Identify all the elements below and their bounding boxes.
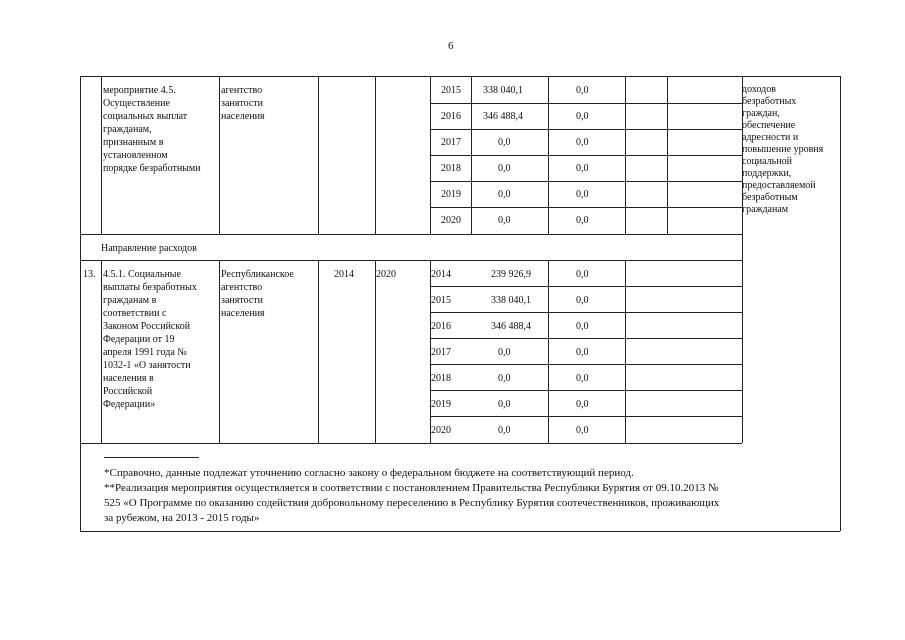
table-rule — [430, 155, 742, 156]
table-rule — [219, 260, 220, 443]
amount-cell: 0,0 — [498, 215, 511, 226]
extra-cell: 0,0 — [576, 111, 589, 122]
measure-line: гражданам в — [103, 295, 157, 306]
extra-cell: 0,0 — [576, 373, 589, 384]
measure-line: 1032-1 «О занятости — [103, 360, 191, 371]
executor-cell — [221, 84, 265, 123]
end-year-cell: 2020 — [376, 269, 396, 280]
table-rule — [430, 207, 742, 208]
extra-cell: 0,0 — [576, 189, 589, 200]
table-rule — [430, 338, 742, 339]
measure-line: Российской — [103, 386, 153, 397]
measure-line: мероприятие 4.5. — [103, 85, 176, 96]
table-rule — [318, 260, 319, 443]
year-cell: 2017 — [431, 347, 451, 358]
measure-line: Законом Российской — [103, 321, 191, 332]
result-line: поддержки, — [742, 168, 792, 179]
result-line: повышение уровня — [742, 144, 824, 155]
amount-cell: 338 040,1 — [491, 295, 531, 306]
table-rule — [80, 76, 840, 77]
measure-line: выплаты безработных — [103, 282, 197, 293]
extra-cell: 0,0 — [576, 215, 589, 226]
result-line: доходов — [742, 84, 776, 95]
executor-line: населения — [221, 308, 265, 319]
table-rule — [742, 234, 743, 260]
year-cell: 2015 — [431, 295, 451, 306]
measure-4-5-1-cell — [103, 268, 197, 411]
footnote-2: **Реализация мероприятия осуществляется в соответствии с постановлением Правительства Республики Бурятия от 09.10.2013 № — [104, 482, 719, 494]
executor-line: занятости — [221, 98, 263, 109]
year-cell: 2020 — [431, 425, 451, 436]
measure-line: населения в — [103, 373, 154, 384]
table-rule — [430, 286, 742, 287]
year-cell: 2019 — [441, 189, 461, 200]
footnote-1: *Справочно, данные подлежат уточнению согласно закону о федеральном бюджете на соответствующий период. — [104, 467, 634, 479]
table-rule — [430, 390, 742, 391]
executor-line: занятости — [221, 295, 263, 306]
result-line: граждан, — [742, 108, 780, 119]
year-cell: 2018 — [441, 163, 461, 174]
direction-label: Направление расходов — [101, 243, 197, 254]
executor-cell — [221, 268, 294, 320]
extra-cell: 0,0 — [576, 425, 589, 436]
executor-line: населения — [221, 111, 265, 122]
year-cell: 2014 — [431, 269, 451, 280]
result-line: социальной — [742, 156, 792, 167]
measure-line: соответствии с — [103, 308, 167, 319]
year-cell: 2017 — [441, 137, 461, 148]
measure-line: установленном — [103, 150, 168, 161]
amount-cell: 239 926,9 — [491, 269, 531, 280]
amount-cell: 0,0 — [498, 425, 511, 436]
table-rule — [430, 364, 742, 365]
amount-cell: 346 488,4 — [491, 321, 531, 332]
table-rule — [101, 260, 102, 443]
amount-cell: 0,0 — [498, 163, 511, 174]
table-rule — [625, 76, 626, 234]
table-rule — [80, 76, 81, 531]
year-cell: 2019 — [431, 399, 451, 410]
footnote-2-end: за рубежом, на 2013 - 2015 годы» — [104, 512, 260, 524]
table-rule — [80, 443, 742, 444]
result-line: безработным — [742, 192, 798, 203]
table-rule — [104, 457, 199, 458]
amount-cell: 0,0 — [498, 137, 511, 148]
extra-cell: 0,0 — [576, 295, 589, 306]
result-line: безработных — [742, 96, 797, 107]
measure-4-5-cell — [103, 84, 201, 175]
amount-cell: 346 488,4 — [483, 111, 523, 122]
extra-cell: 0,0 — [576, 163, 589, 174]
extra-cell: 0,0 — [576, 347, 589, 358]
amount-cell: 0,0 — [498, 189, 511, 200]
table-rule — [430, 103, 742, 104]
amount-cell: 0,0 — [498, 347, 511, 358]
table-rule — [219, 76, 220, 234]
table-rule — [625, 260, 626, 443]
year-cell: 2016 — [431, 321, 451, 332]
footnote-2-cont: 525 «О Программе по оказанию содействия добровольному переселению в Республику Бурятия соотечественников, проживающих — [104, 497, 720, 509]
year-cell: 2018 — [431, 373, 451, 384]
table-rule — [101, 76, 102, 234]
extra-cell: 0,0 — [576, 85, 589, 96]
measure-line: гражданам, — [103, 124, 152, 135]
measure-line: Осуществление — [103, 98, 170, 109]
row-number: 13. — [83, 269, 96, 280]
table-rule — [375, 260, 376, 443]
result-line: адресности и — [742, 132, 799, 143]
table-rule — [430, 416, 742, 417]
table-rule — [548, 260, 549, 443]
executor-line: агентство — [221, 85, 263, 96]
executor-line: Республиканское — [221, 269, 294, 280]
table-rule — [667, 76, 668, 234]
table-rule — [840, 76, 841, 531]
year-cell: 2016 — [441, 111, 461, 122]
table-rule — [430, 76, 431, 234]
table-rule — [430, 312, 742, 313]
table-rule — [430, 129, 742, 130]
table-rule — [742, 260, 743, 443]
page-number: 6 — [448, 40, 454, 52]
year-cell: 2020 — [441, 215, 461, 226]
result-line: гражданам — [742, 204, 789, 215]
measure-line: порядке безработными — [103, 163, 201, 174]
executor-line: агентство — [221, 282, 263, 293]
table-rule — [548, 76, 549, 234]
extra-cell: 0,0 — [576, 399, 589, 410]
table-rule — [430, 181, 742, 182]
result-line: предоставляемой — [742, 180, 816, 191]
year-cell: 2015 — [441, 85, 461, 96]
measure-line: социальных выплат — [103, 111, 188, 122]
amount-cell: 0,0 — [498, 373, 511, 384]
measure-line: признанным в — [103, 137, 164, 148]
table-rule — [80, 260, 742, 261]
extra-cell: 0,0 — [576, 269, 589, 280]
start-year-cell: 2014 — [334, 269, 354, 280]
table-rule — [80, 234, 742, 235]
measure-line: 4.5.1. Социальные — [103, 269, 181, 280]
extra-cell: 0,0 — [576, 137, 589, 148]
table-rule — [80, 531, 840, 532]
extra-cell: 0,0 — [576, 321, 589, 332]
amount-cell: 338 040,1 — [483, 85, 523, 96]
result-cell — [742, 84, 823, 216]
measure-line: апреля 1991 года № — [103, 347, 187, 358]
measure-line: Федерации» — [103, 399, 156, 410]
measure-line: Федерации от 19 — [103, 334, 175, 345]
amount-cell: 0,0 — [498, 399, 511, 410]
result-line: обеспечение — [742, 120, 796, 131]
table-rule — [471, 76, 472, 234]
table-rule — [318, 76, 319, 234]
table-rule — [375, 76, 376, 234]
